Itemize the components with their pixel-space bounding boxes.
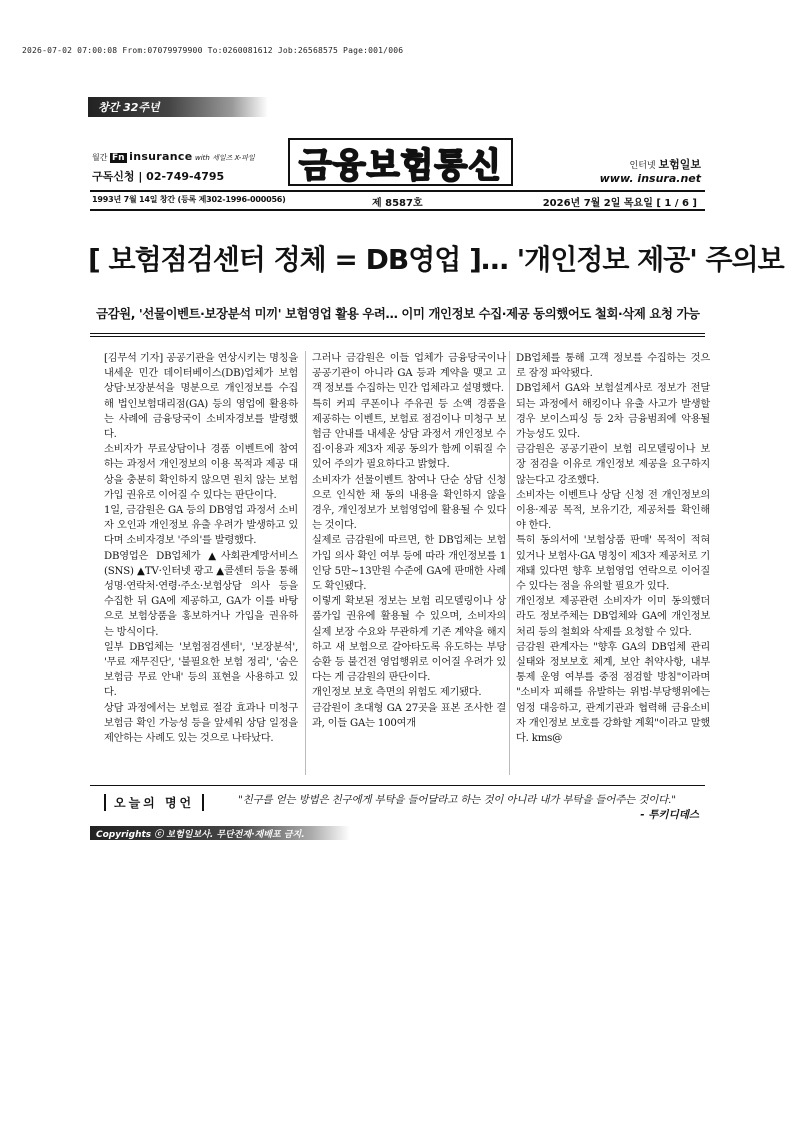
fax-header: 2026-07-02 07:00:08 From:07079979900 To:0260081612 Job:26568575 Page:001/006	[22, 46, 404, 55]
paragraph: 금감원 관계자는 "향후 GA의 DB업체 관리 실태와 정보보호 체계, 보안 취약사항, 내부통제 운영 여부를 중점 점검할 방침"이라며 "소비자 피해를 유발하는 위법·부당행위에는 엄정 대응하고, 관계기관과 협력해 금융소비자 개인정보 보호를 강화할 계획"이라고 말했다. kms@	[516, 641, 710, 745]
paragraph: DB업체서 GA와 보험설계사로 정보가 전달되는 과정에서 해킹이나 유출 사고가 발생할 경우 보이스피싱 등 2차 금융범죄에 악용될 가능성도 있다.	[516, 383, 710, 441]
subscription-phone: 구독신청 | 02-749-4795	[92, 170, 225, 183]
paragraph: 금감원이 초대형 GA 27곳을 표본 조사한 결과, 이들 GA는 100여개	[312, 702, 506, 729]
subheadline: 금감원, '선물이벤트·보장분석 미끼' 보험영업 활용 우려… 이미 개인정보 수집·제공 동의했어도 철회·삭제 요청 가능	[96, 306, 700, 321]
fn-logo: Fn	[112, 153, 125, 163]
internet-label-text: 인터넷	[629, 161, 656, 171]
column-divider	[305, 351, 306, 775]
founded-info: 1993년 7월 14일 창간 (등록 제302-1996-000056)	[92, 195, 286, 204]
paragraph: 개인정보 보호 측면의 위험도 제기됐다.	[312, 687, 482, 699]
internet-label	[630, 156, 701, 172]
article-column-2	[312, 351, 506, 731]
paragraph: 금감원은 공공기관이 보험 리모델링이나 보장 점검을 이유로 개인정보 제공을 요구하지 않는다고 강조했다.	[516, 444, 710, 486]
masthead-title: 금융보험통신	[298, 145, 503, 186]
divider	[90, 209, 705, 211]
paragraph: 1일, 금감원은 GA 등의 DB영업 과정서 소비자 오인과 개인정보 유출 우려가 발생하고 있다며 소비자경보 '주의'를 발령했다.	[104, 505, 298, 547]
quote-label: 오늘의 명언	[104, 794, 204, 811]
paragraph: 실제로 금감원에 따르면, 한 DB업체는 보험가입 의사 확인 여부 등에 따라 개인정보를 1인당 5만~13만원 수준에 GA에 판매한 사례도 확인됐다.	[312, 535, 506, 593]
article-column-1	[104, 351, 298, 746]
issue-number: 제 8587호	[372, 198, 423, 209]
paragraph: 소비자가 무료상담이나 경품 이벤트에 참여하는 과정서 개인정보의 이용 목적과 제공 대상을 충분히 확인하지 않으면 원치 않는 보험 가입 권유로 이어질 수 있다는 판단이다.	[104, 444, 298, 501]
anniversary-label: 창간 32주년	[98, 101, 160, 114]
paragraph: 소비자가 선물이벤트 참여나 단순 상담 신청으로 인식한 채 동의 내용을 확인하지 않을 경우, 개인정보가 보험영업에 활용될 수 있다는 것이다.	[312, 474, 506, 532]
paragraph: 특히 커피 쿠폰이나 주유권 등 소액 경품을 제공하는 이벤트, 보험료 점검이나 미청구 보험금 안내를 내세운 상담 과정서 개인정보 수집·이용과 제3자 제공 동의가 함께 이뤄질 수 있어 주의가 필요하다고 밝혔다.	[312, 398, 506, 471]
column-divider	[509, 351, 510, 775]
divider	[90, 190, 705, 192]
paragraph: 일부 DB업체는 '보험점검센터', '보장분석', '무료 재무진단', '불필요한 보험 정리', '숨은 보험금 무료 안내' 등의 표현을 사용하고 있다.	[104, 641, 298, 699]
quote-of-the-day	[90, 790, 705, 826]
quote-author: - 투키디데스	[640, 809, 699, 821]
paragraph: 특히 동의서에 '보험상품 판매' 목적이 적혀 있거나 보험사·GA 명칭이 제3자 제공처로 기재돼 있다면 향후 보험영업 연락으로 이어질 수 있다는 점을 유의할 필요가 있다.	[516, 535, 710, 593]
divider	[90, 785, 705, 786]
divider	[90, 333, 705, 334]
copyright-banner	[90, 826, 350, 840]
site-url[interactable]: www. insura.net	[599, 172, 701, 185]
brand-line	[92, 150, 255, 163]
paragraph: 그러나 금감원은 이들 업체가 금융당국이나 공공기관이 아니라 GA 등과 계약을 맺고 고객 정보를 수집하는 민간 업체라고 설명했다.	[312, 353, 506, 395]
article-column-3	[516, 351, 710, 746]
paragraph: [김무석 기자] 공공기관을 연상시키는 명칭을 내세운 민간 데이터베이스(DB)업체가 보험상담·보장분석을 명분으로 개인정보를 수집해 법인보험대리점(GA) 등의 영업에 활용하는 사례에 금융당국이 소비자경보를 발령했다.	[104, 353, 298, 441]
copyright-text: Copyrights ⓒ 보험일보사. 무단전재·재배포 금지.	[96, 830, 305, 840]
anniversary-banner	[88, 97, 268, 117]
with-label: with 세일즈 X-파일	[195, 154, 255, 162]
paragraph: 상담 과정에서는 보험료 절감 효과나 미청구 보험금 확인 가능성 등을 앞세워 상담 일정을 제안하는 사례도 있는 것으로 나타났다.	[104, 702, 298, 745]
insurance-label: insurance	[129, 150, 193, 163]
divider	[90, 336, 705, 337]
quote-text: "친구를 얻는 방법은 친구에게 부탁을 들어달라고 하는 것이 아니라 내가 부탁을 들어주는 것이다."	[238, 794, 676, 806]
headline: [ 보험점검센터 정체 = DB영업 ]… '개인정보 제공' 주의보	[88, 243, 784, 276]
monthly-label: 월간	[92, 153, 108, 162]
internet-name: 보험일보	[658, 158, 701, 171]
paragraph: 소비자는 이벤트나 상담 신청 전 개인정보의 이용·제공 목적, 보유기간, 제공처를 확인해야 한다.	[516, 489, 710, 532]
paragraph: DB업체를 통해 고객 정보를 수집하는 것으로 잠정 파악됐다.	[516, 353, 710, 380]
paragraph: DB영업은 DB업체가 ▲사회관계망서비스(SNS) ▲TV·인터넷 광고 ▲콜센터 등을 통해 성명·연락처·연령·주소·보험상담 의사 등을 수집한 뒤 GA에 제공하고, GA가 이를 바탕으로 보험상품을 홍보하거나 가입을 권유하는 방식이다.	[104, 550, 298, 638]
paragraph: 이렇게 확보된 정보는 보험 리모델링이나 상품가입 권유에 활용될 수 있으며, 소비자의 실제 보장 수요와 무관하게 기존 계약을 해지하고 새 보험으로 갈아타도록 유도하는 부당승환 등 불건전 영업행위로 이어질 우려가 있다는 게 금감원의 판단이다.	[312, 596, 506, 684]
paragraph: 개인정보 제공관련 소비자가 이미 동의했더라도 정보주체는 DB업체와 GA에 개인정보 처리 등의 철회와 삭제를 요청할 수 있다.	[516, 596, 710, 638]
date-page: 2026년 7월 2일 목요일 [ 1 / 6 ]	[542, 198, 697, 209]
masthead	[288, 138, 513, 186]
